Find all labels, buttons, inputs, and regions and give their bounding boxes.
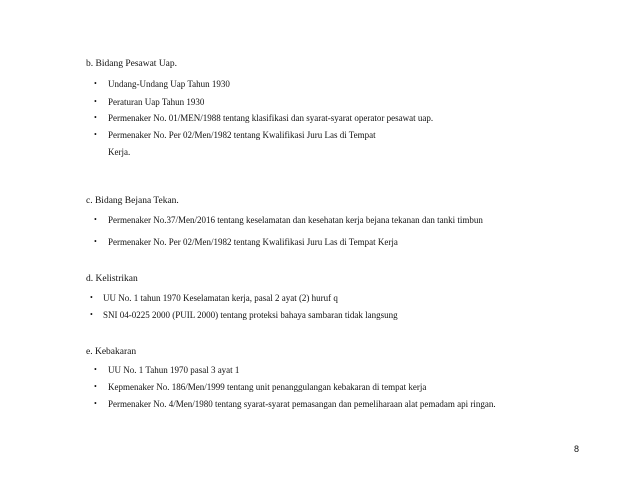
section-e-item-3: Permenaker No. 4/Men/1980 tentang syarat-syarat pemasangan dan pemeliharaan alat pemadam api ringan. — [108, 399, 496, 409]
section-c-heading: c. Bidang Bejana Tekan. — [86, 196, 179, 206]
section-c-item-2: Permenaker No. Per 02/Men/1982 tentang Kwalifikasi Juru Las di Tempat Kerja — [108, 237, 398, 247]
bullet-icon: • — [94, 399, 97, 408]
bullet-icon: • — [94, 79, 97, 88]
bullet-icon: • — [94, 97, 97, 106]
section-e-item-2: Kepmenaker No. 186/Men/1999 tentang unit penanggulangan kebakaran di tempat kerja — [108, 382, 427, 392]
section-b-item-2: Peraturan Uap Tahun 1930 — [108, 97, 205, 107]
section-e-heading: e. Kebakaran — [86, 347, 137, 357]
section-b-item-4: Permenaker No. Per 02/Men/1982 tentang Kwalifikasi Juru Las di Tempat — [108, 130, 376, 140]
section-c-item-1: Permenaker No.37/Men/2016 tentang keselamatan dan kesehatan kerja bejana tekanan dan tanki timbun — [108, 215, 483, 225]
bullet-icon: • — [94, 130, 97, 139]
section-d-heading: d. Kelistrikan — [86, 274, 138, 284]
section-b-heading: b. Bidang Pesawat Uap. — [86, 59, 178, 69]
bullet-icon: • — [90, 310, 93, 319]
bullet-icon: • — [90, 293, 93, 302]
page-number: 8 — [573, 444, 579, 454]
section-b-item-1: Undang-Undang Uap Tahun 1930 — [108, 79, 230, 89]
section-d-item-2: SNI 04-0225 2000 (PUIL 2000) tentang proteksi bahaya sambaran tidak langsung — [103, 310, 398, 320]
bullet-icon: • — [94, 237, 97, 246]
section-d-item-1: UU No. 1 tahun 1970 Keselamatan kerja, pasal 2 ayat (2) huruf q — [103, 293, 338, 303]
bullet-icon: • — [94, 215, 97, 224]
bullet-icon: • — [94, 365, 97, 374]
section-b-item-3: Permenaker No. 01/MEN/1988 tentang klasifikasi dan syarat-syarat operator pesawat uap. — [108, 113, 434, 123]
section-e-item-1: UU No. 1 Tahun 1970 pasal 3 ayat 1 — [108, 365, 240, 375]
bullet-icon: • — [94, 382, 97, 391]
bullet-icon: • — [94, 113, 97, 122]
section-b-item-4-continuation: Kerja. — [108, 147, 131, 157]
